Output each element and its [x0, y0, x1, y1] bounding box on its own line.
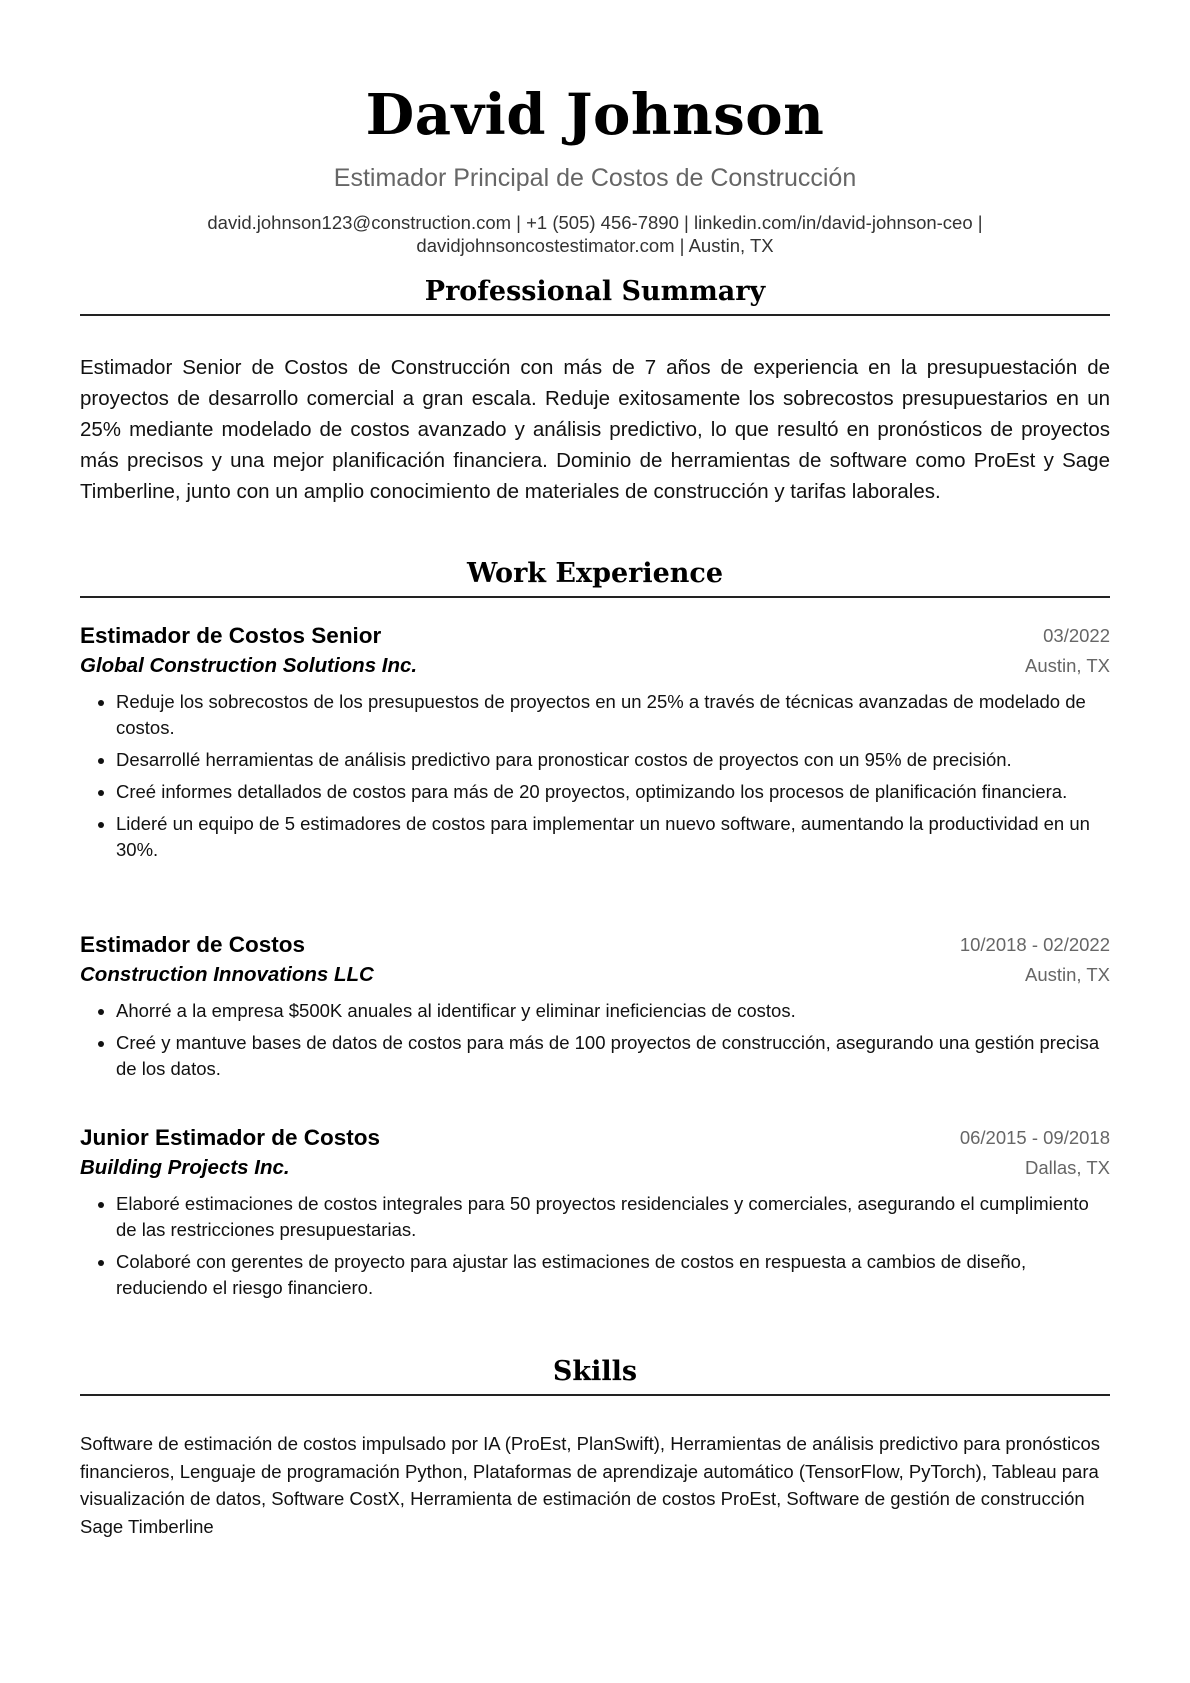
experience-divider: [80, 596, 1110, 598]
contact-line-2: davidjohnsoncostestimator.com | Austin, TX: [416, 235, 774, 256]
job-title: Junior Estimador de Costos: [80, 1125, 381, 1150]
contact-info: [80, 211, 1110, 257]
job-bullet: • Creé informes detallados de costos para más de 20 proyectos, optimizando los procesos de planificación financiera.: [116, 779, 1110, 805]
job-date: 10/2018 - 02/2022: [959, 934, 1110, 955]
job-bullets: [80, 998, 1110, 1088]
job-bullets: [80, 1191, 1110, 1307]
candidate-name: David Johnson: [365, 82, 825, 148]
job-company: Construction Innovations LLC: [80, 963, 374, 986]
job-company: Building Projects Inc.: [80, 1156, 290, 1179]
job-bullet: • Elaboré estimaciones de costos integrales para 50 proyectos residenciales y comerciales, asegurando el cumplimiento de las restricciones presupuestarias.: [116, 1191, 1110, 1243]
job-date: 03/2022: [1043, 625, 1110, 646]
job-location: Austin, TX: [1024, 655, 1110, 676]
job-date: 06/2015 - 09/2018: [959, 1127, 1110, 1148]
candidate-title: Estimador Principal de Costos de Construcción: [333, 164, 857, 192]
contact-line-1: david.johnson123@construction.com | +1 (505) 456-7890 | linkedin.com/in/david-johnson-ceo |: [207, 212, 983, 233]
summary-heading: Professional Summary: [424, 276, 766, 307]
experience-heading: Work Experience: [466, 558, 724, 589]
job-bullet: • Creé y mantuve bases de datos de costos para más de 100 proyectos de construcción, asegurando una gestión precisa de los datos.: [116, 1030, 1110, 1082]
job-bullet: • Reduje los sobrecostos de los presupuestos de proyectos en un 25% a través de técnicas avanzadas de modelado de costos.: [116, 689, 1110, 741]
job-bullets: [80, 689, 1110, 869]
job-bullet: • Ahorré a la empresa $500K anuales al identificar y eliminar ineficiencias de costos.: [116, 998, 1110, 1024]
skills-text: Software de estimación de costos impulsado por IA (ProEst, PlanSwift), Herramientas de análisis predictivo para pronósticos financieros, Lenguaje de programación Python, Plataformas de aprendizaje automático (TensorFlow, PyTorch), Tableau para visualización de datos, Software CostX, Herramienta de estimación de costos ProEst, Software de gestión de construcción Sage Timberline: [80, 1433, 1101, 1537]
summary-text: Estimador Senior de Costos de Construcción con más de 7 años de experiencia en la presupuestación de proyectos de desarrollo comercial a gran escala. Reduje exitosamente los sobrecostos presupuestarios en un 25% mediante modelado de costos avanzado y análisis predictivo, lo que resultó en pronósticos de proyectos más precisos y una mejor planificación financiera. Dominio de herramientas de software como ProEst y Sage Timberline, junto con un amplio conocimiento de materiales de construcción y tarifas laborales.: [80, 356, 1110, 503]
job-bullet: • Lideré un equipo de 5 estimadores de costos para implementar un nuevo software, aumentando la productividad en un 30%.: [116, 811, 1110, 863]
job-title: Estimador de Costos Senior: [80, 623, 382, 648]
job-bullet: • Desarrollé herramientas de análisis predictivo para pronosticar costos de proyectos con un 95% de precisión.: [116, 747, 1110, 773]
job-location: Dallas, TX: [1025, 1157, 1110, 1178]
skills-heading: Skills: [552, 1356, 638, 1387]
summary-divider: [80, 314, 1110, 316]
job-location: Austin, TX: [1024, 964, 1110, 985]
job-bullet: • Colaboré con gerentes de proyecto para ajustar las estimaciones de costos en respuesta a cambios de diseño, reduciendo el riesgo financiero.: [116, 1249, 1110, 1301]
job-company: Global Construction Solutions Inc.: [80, 654, 418, 677]
skills-divider: [80, 1394, 1110, 1396]
job-title: Estimador de Costos: [80, 932, 306, 957]
